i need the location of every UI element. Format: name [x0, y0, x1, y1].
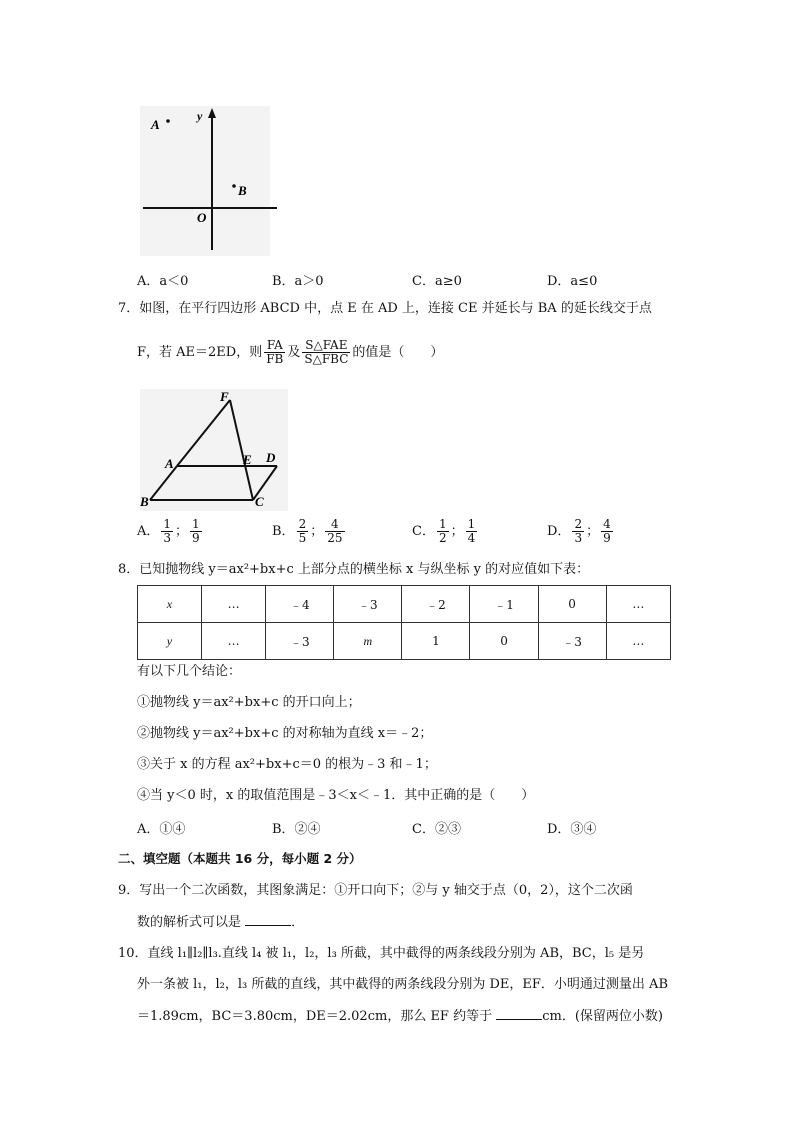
q7-line2-pre: F，若 AE＝2ED，则 — [137, 345, 263, 360]
q8-conclusion-2: ②抛物线 y＝ax²+bx+c 的对称轴为直线 x＝﹣2； — [137, 726, 433, 741]
q10-line3: ＝1.89cm，BC＝3.80cm，DE＝2.02cm，那么 EF 约等于 cm．(保留两位小数) — [137, 1009, 663, 1024]
point-b-label: B — [238, 183, 247, 198]
q9-line2: 数的解析式可以是 ． — [137, 915, 305, 930]
q8-option-c: C．②③ — [412, 822, 461, 837]
q7-option-a: A． $\frac{1}{3}$ ； $\frac{1}{9}$ — [137, 517, 200, 545]
q10-answer-blank — [496, 1007, 542, 1020]
q7-option-c: C． $\frac{1}{2}$ ； $\frac{1}{4}$ — [412, 517, 476, 545]
parallelogram-figure — [135, 385, 295, 515]
label-e: E — [243, 452, 252, 467]
q8-option-a: A．①④ — [137, 822, 186, 837]
section-heading: 二、填空题（本题共 16 分，每小题 2 分） — [118, 851, 362, 866]
q6-option-c: C．a≥0 — [412, 274, 462, 289]
value-table — [137, 585, 671, 660]
label-d: D — [266, 450, 276, 465]
coordinate-figure — [135, 100, 285, 260]
q10-line1: 10．直线 l₁∥l₂∥l₃.直线 l₄ 被 l₁，l₂，l₃ 所截，其中截得的两条线段分别为 AB，BC，l₅ 是另 — [118, 946, 645, 961]
q7-line2-post: 的值是（ ） — [352, 345, 444, 360]
q8-option-b: B．②④ — [272, 822, 321, 837]
label-c: C — [255, 494, 264, 509]
label-a: A — [165, 456, 174, 471]
label-f: F — [220, 389, 229, 404]
origin-label: O — [197, 210, 207, 225]
q7-line1: 7．如图，在平行四边形 ABCD 中，点 E 在 AD 上，连接 CE 并延长与 BA 的延长线交于点 — [118, 301, 652, 316]
q7-option-d: D． $\frac{2}{3}$ ； $\frac{4}{9}$ — [547, 517, 611, 545]
q7-fraction-fa-fb: $\frac{FA}{FB}$ — [266, 338, 284, 366]
q7-fraction-area: $\frac{\text{S△FAE}}{\text{S△FBC}}$ — [304, 338, 349, 366]
q6-option-b: B．a＞0 — [272, 274, 324, 289]
q9-answer-blank — [245, 913, 291, 926]
q6-option-a: A．a＜0 — [137, 274, 189, 289]
q7-line2 — [137, 334, 443, 372]
table-row: x … ﹣4 ﹣3 ﹣2 ﹣1 0 … — [138, 586, 671, 623]
label-b: B — [140, 494, 149, 509]
q8-intro: 有以下几个结论： — [137, 664, 242, 679]
q8-option-d: D．③④ — [547, 822, 597, 837]
table-row: y … ﹣3 m 1 0 ﹣3 … — [138, 623, 671, 660]
q7-mid: 及 — [287, 345, 301, 360]
point-a-label: A — [151, 117, 160, 132]
q7-option-b: B． $\frac{2}{5}$ ； $\frac{4}{25}$ — [272, 517, 343, 545]
q9-line1: 9．写出一个二次函数，其图象满足：①开口向下；②与 y 轴交于点（0，2），这个二次函 — [118, 883, 633, 898]
q10-line2: 外一条被 l₁，l₂，l₃ 所截的直线，其中截得的两条线段分别为 DE，EF．小明通过测量出 AB — [137, 977, 669, 992]
q8-conclusion-4: ④当 y＜0 时，x 的取值范围是﹣3＜x＜﹣1．其中正确的是（ ） — [137, 788, 535, 803]
y-axis-label: y — [197, 109, 203, 123]
q8-stem: 8．已知抛物线 y＝ax²+bx+c 上部分点的横坐标 x 与纵坐标 y 的对应值如下表： — [118, 562, 590, 577]
q6-option-d: D．a≤0 — [547, 274, 598, 289]
q8-conclusion-1: ①抛物线 y＝ax²+bx+c 的开口向上； — [137, 695, 361, 710]
q8-conclusion-3: ③关于 x 的方程 ax²+bx+c＝0 的根为﹣3 和﹣1； — [137, 757, 437, 772]
